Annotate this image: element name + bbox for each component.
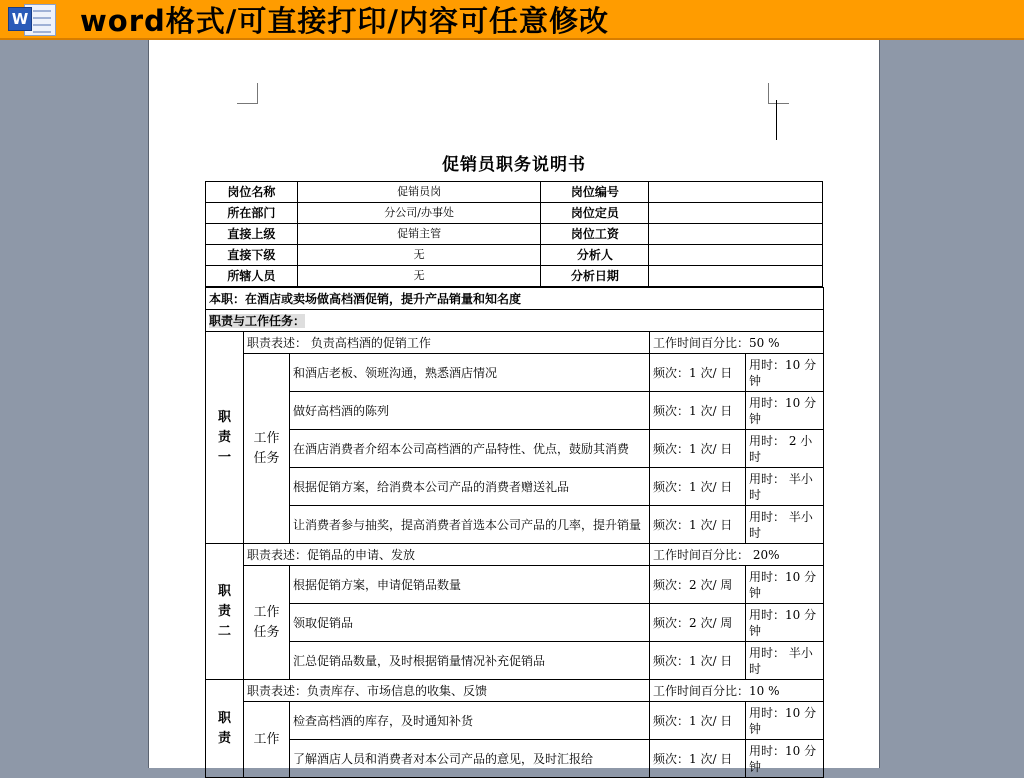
task-duration[interactable]: 用时：10 分钟: [746, 392, 824, 430]
task-frequency[interactable]: 频次：1 次/ 日: [650, 642, 746, 680]
table-row: [206, 680, 824, 702]
table-row: [206, 332, 824, 354]
duty-time-percent[interactable]: 工作时间百分比： 20%: [650, 544, 824, 566]
task-text[interactable]: 领取促销品: [290, 604, 650, 642]
core-duty[interactable]: 本职：在酒店或卖场做高档酒促销，提升产品销量和知名度: [206, 288, 824, 310]
info-label: 直接下级: [206, 245, 298, 266]
info-label: 所辖人员: [206, 266, 298, 287]
task-text[interactable]: 在酒店消费者介绍本公司高档酒的产品特性、优点，鼓励其消费: [290, 430, 650, 468]
duty-time-percent[interactable]: 工作时间百分比：50 %: [650, 332, 824, 354]
info-label: 直接上级: [206, 224, 298, 245]
duty-label: 职 责: [206, 680, 244, 778]
task-frequency[interactable]: 频次：1 次/ 日: [650, 506, 746, 544]
table-row: [206, 430, 824, 468]
task-duration[interactable]: 用时： 半小时: [746, 506, 824, 544]
duty-label: 职 责 二: [206, 544, 244, 680]
task-frequency[interactable]: 频次：1 次/ 日: [650, 392, 746, 430]
task-text[interactable]: 根据促销方案，给消费本公司产品的消费者赠送礼品: [290, 468, 650, 506]
task-text[interactable]: 汇总促销品数量，及时根据销量情况补充促销品: [290, 642, 650, 680]
task-duration[interactable]: 用时： 半小时: [746, 642, 824, 680]
table-row: [206, 506, 824, 544]
table-row: [206, 642, 824, 680]
table-row: [206, 468, 824, 506]
table-row: [206, 354, 824, 392]
document-title: 促销员职务说明书: [442, 155, 586, 175]
task-frequency[interactable]: 频次：1 次/ 日: [650, 430, 746, 468]
task-text[interactable]: 根据促销方案，申请促销品数量: [290, 566, 650, 604]
task-text[interactable]: 做好高档酒的陈列: [290, 392, 650, 430]
table-row: [206, 740, 824, 778]
crop-mark-left: [237, 83, 258, 104]
document-page[interactable]: [148, 40, 880, 774]
task-text[interactable]: 检查高档酒的库存，及时通知补货: [290, 702, 650, 740]
task-text[interactable]: 让消费者参与抽奖，提高消费者首选本公司产品的几率，提升销量: [290, 506, 650, 544]
table-row: [206, 224, 823, 245]
table-row: [206, 604, 824, 642]
info-value[interactable]: [649, 224, 823, 245]
info-value[interactable]: 促销主管: [297, 224, 541, 245]
duty-description[interactable]: 职责表述：负责库存、市场信息的收集、反馈: [244, 680, 650, 702]
task-duration[interactable]: 用时：10 分钟: [746, 354, 824, 392]
duty-time-percent[interactable]: 工作时间百分比：10 %: [650, 680, 824, 702]
info-label: 分析人: [541, 245, 649, 266]
duty-label: 职 责 一: [206, 332, 244, 544]
crop-mark-right: [768, 83, 789, 104]
task-duration[interactable]: 用时： 2 小时: [746, 430, 824, 468]
task-duration[interactable]: 用时：10 分钟: [746, 740, 824, 778]
table-row: [206, 702, 824, 740]
task-duration[interactable]: 用时：10 分钟: [746, 702, 824, 740]
task-frequency[interactable]: 频次：2 次/ 周: [650, 604, 746, 642]
info-label: 分析日期: [541, 266, 649, 287]
task-duration[interactable]: 用时：10 分钟: [746, 604, 824, 642]
task-frequency[interactable]: 频次：1 次/ 日: [650, 702, 746, 740]
banner-text: word格式/可直接打印/内容可任意修改: [80, 3, 609, 38]
info-label: 岗位名称: [206, 182, 298, 203]
info-label: 岗位工资: [541, 224, 649, 245]
task-label: 工作 任务: [244, 566, 290, 680]
task-label: 工作 任务: [244, 354, 290, 544]
info-value[interactable]: 分公司/办事处: [297, 203, 541, 224]
text-cursor: [776, 100, 777, 140]
top-banner: [0, 0, 1024, 40]
task-label: 工作: [244, 702, 290, 778]
section-header: 职责与工作任务：: [206, 310, 824, 332]
word-document-icon: [6, 1, 64, 37]
table-row: [206, 392, 824, 430]
task-frequency[interactable]: 频次：2 次/ 周: [650, 566, 746, 604]
info-value[interactable]: [649, 245, 823, 266]
task-frequency[interactable]: 频次：1 次/ 日: [650, 740, 746, 778]
task-text[interactable]: 了解酒店人员和消费者对本公司产品的意见，及时汇报给: [290, 740, 650, 778]
info-value[interactable]: [649, 266, 823, 287]
duty-description[interactable]: 职责表述：促销品的申请、发放: [244, 544, 650, 566]
table-row: [206, 266, 823, 287]
info-value[interactable]: [649, 203, 823, 224]
info-value[interactable]: 促销员岗: [297, 182, 541, 203]
table-row: [206, 245, 823, 266]
info-label: 岗位编号: [541, 182, 649, 203]
task-duration[interactable]: 用时： 半小时: [746, 468, 824, 506]
table-row: [206, 310, 824, 332]
info-value[interactable]: 无: [297, 266, 541, 287]
table-row: [206, 203, 823, 224]
table-row: [206, 544, 824, 566]
word-logo-letter: W: [8, 7, 32, 31]
table-row: [206, 566, 824, 604]
table-row: [206, 182, 823, 203]
position-info-table: [205, 181, 823, 287]
task-text[interactable]: 和酒店老板、领班沟通，熟悉酒店情况: [290, 354, 650, 392]
info-value[interactable]: 无: [297, 245, 541, 266]
table-row: [206, 288, 824, 310]
duty-description[interactable]: 职责表述： 负责高档酒的促销工作: [244, 332, 650, 354]
task-duration[interactable]: 用时：10 分钟: [746, 566, 824, 604]
info-label: 所在部门: [206, 203, 298, 224]
task-frequency[interactable]: 频次：1 次/ 日: [650, 468, 746, 506]
duties-table: [205, 287, 824, 778]
info-label: 岗位定员: [541, 203, 649, 224]
task-frequency[interactable]: 频次：1 次/ 日: [650, 354, 746, 392]
info-value[interactable]: [649, 182, 823, 203]
